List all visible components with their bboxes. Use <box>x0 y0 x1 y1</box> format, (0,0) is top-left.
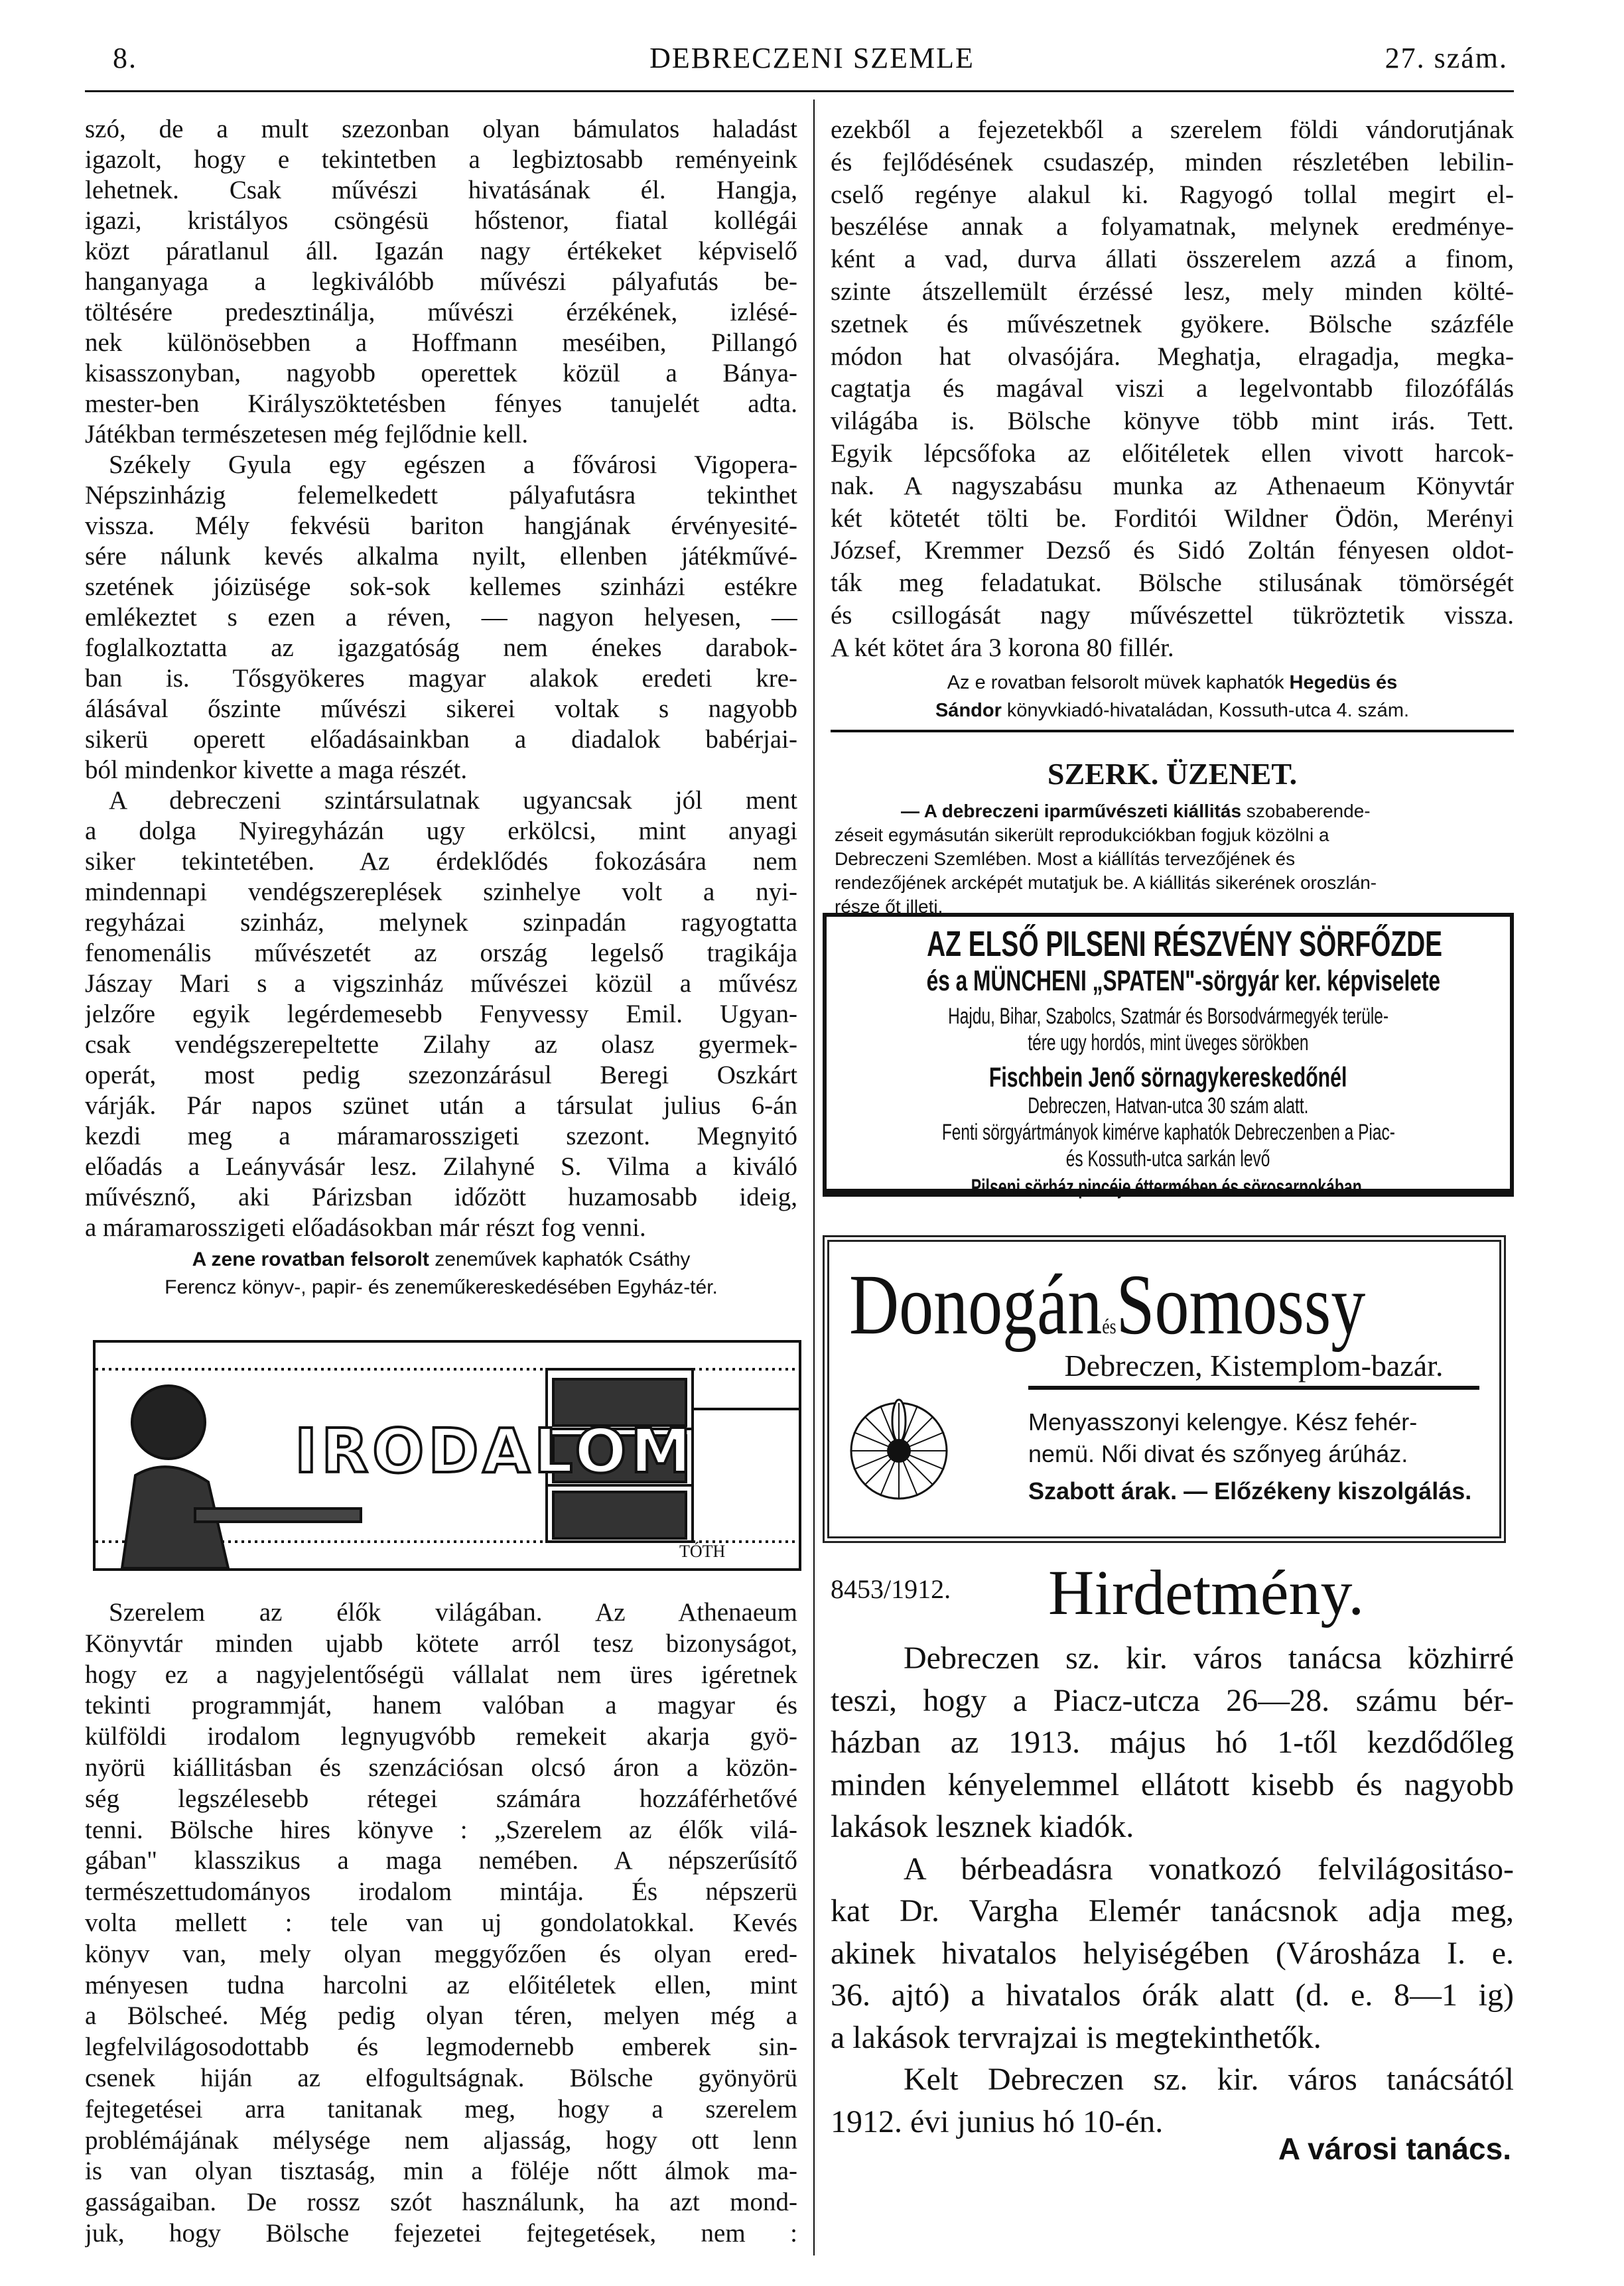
text-line: csak vendégszerepeltette Zilahy az olasz gyermek- <box>85 1030 797 1059</box>
store-location: Debreczen, Kistemplom-bazár. <box>1028 1348 1479 1390</box>
ad-region: Hajdu, Bihar, Szabolcs, Szatmár és Borsodvármegyék terüle- <box>948 1004 1388 1029</box>
szerk-title: SZERK. ÜZENET. <box>1047 757 1298 791</box>
text-line: A két kötet ára 3 korona 80 fillér. <box>831 633 1174 662</box>
note-text: könyvkiadó-hivataládan, Kossuth-utca 4. szám. <box>1001 700 1410 721</box>
banner-title: IRODALOM <box>295 1416 695 1487</box>
article-literature-cont <box>831 114 1514 665</box>
text-line: sikerü operett előadásainkban a diadalok babérjai- <box>85 725 797 754</box>
section-rule <box>831 730 1514 732</box>
text-line: gasságaiban. De rossz szót használunk, ha azt mond- <box>85 2188 797 2217</box>
ad-title: AZ ELSŐ PILSENI RÉSZVÉNY SÖRFŐZDE <box>927 924 1443 964</box>
text-line: szetnek és művészetnek gyökere. Bölsche százféle <box>831 309 1514 338</box>
text-line: nek különösebben a Hoffmann meséiben, Pillangó <box>85 328 797 357</box>
szerk-line: zéseit egymásután sikerült reprodukciókban fogjuk közölni a <box>835 825 1329 845</box>
text-line: a dolga Nyiregyházán ugy erkölcsi, mint anyagi <box>85 817 797 845</box>
ad-info: Fenti sörgyártmányok kimérve kaphatók Debreczenben a Piac- <box>941 1120 1395 1145</box>
ad-region: tére ugy hordós, mint üveges sörökben <box>1028 1030 1309 1055</box>
text-line: könyv van, mely olyan meggyőzően és olyan ered- <box>85 1939 797 1968</box>
store-name-1: Donogán <box>849 1257 1103 1353</box>
text-line: ban is. Tősgyökeres magyar alakok eredeti kre- <box>85 664 797 693</box>
note-text: Az e rovatban felsorolt müvek kaphatók <box>947 672 1290 693</box>
text-line: A bérbeadásra vonatkozó felvilágositáso- <box>904 1851 1514 1887</box>
irodalom-banner <box>93 1340 801 1571</box>
text-line: kisasszonyban, nagyobb operettek közül a Bánya- <box>85 359 797 387</box>
ad-info: és Kossuth-utca sarkán levő <box>1066 1146 1270 1172</box>
text-line: Könyvtár minden ujabb kötete arról tesz bizonyságot, <box>85 1629 797 1658</box>
text-line: foglalkoztatta az igazgatóság nem énekes darabok- <box>85 634 797 662</box>
text-line: lehetnek. Csak művészi hivatásának él. Hangja, <box>85 176 797 204</box>
szerk-line: Debreczeni Szemlében. Most a kiállítás tervezőjének és <box>835 848 1296 869</box>
store-name <box>849 1255 1495 1355</box>
text-line: külföldi irodalom legnyugvóbb remekeit akarja gyö- <box>85 1722 797 1751</box>
text-line: gában" klasszikus a maga nemében. A népszerűsítő <box>85 1846 797 1875</box>
text-line: Kelt Debreczen sz. kir. város tanácsától <box>904 2062 1514 2097</box>
note-bold: Sándor <box>935 700 1002 721</box>
text-line: teszi, hogy a Piacz-utcza 26—28. számu bér- <box>831 1682 1514 1718</box>
music-note <box>85 1246 797 1302</box>
szerk-message <box>835 799 1511 919</box>
text-line: szetének jóizüsége sok-sok kellemes szinházi estékre <box>85 572 797 601</box>
text-line: természettudományos irodalom mintája. És népszerü <box>85 1877 797 1907</box>
notice-title: Hirdetmény. <box>1048 1557 1365 1628</box>
book-note <box>831 669 1514 724</box>
text-line: módon hat olvasójára. Meghatja, elragadja, megka- <box>831 342 1514 371</box>
text-line: igazolt, hogy e tekintetben a legbiztosabb reményeink <box>85 145 797 174</box>
store-advertisement <box>823 1235 1506 1543</box>
text-line: tekinti programmját, hanem valóban a magyar és <box>85 1691 797 1720</box>
text-line: volta mellett : tele van uj gondolatokkal. Kevés <box>85 1908 797 1937</box>
text-line: házban az 1913. május hó 1-től kezdődőleg <box>831 1725 1514 1760</box>
text-line: 36. ajtó) a hivatalos órák alatt (d. e. 8—1 ig) <box>831 1978 1514 2013</box>
chrysanthemum-icon <box>846 1398 952 1504</box>
text-line: cselő regénye alakul ki. Ragyogó tollal megirt el- <box>831 180 1514 209</box>
text-line: nyörü kiállitásban és szenzációsan olcsó áron a közön- <box>85 1753 797 1782</box>
text-line: és fejlődésének csudaszép, minden részletében lebilin- <box>831 147 1514 176</box>
text-line: ták meg feladatukat. Bölsche stilusának tömörségét <box>831 569 1514 598</box>
szerk-line: szobaberende- <box>1241 801 1371 821</box>
text-line: nak. A nagyszabásu munka az Athenaeum Könyvtár <box>831 471 1514 500</box>
notice-signature: A városi tanács. <box>1278 2131 1511 2166</box>
ad-footer: Pilseni sörház pincéje éttermében és sörosarnokában. <box>971 1175 1366 1199</box>
szerk-line: része őt illeti. <box>835 896 943 917</box>
store-desc: nemü. Női divat és szőnyeg árúház. <box>1028 1440 1408 1467</box>
text-line: töltésére predesztinálja, művészi érzékének, izlésé- <box>85 298 797 326</box>
text-line: cagtatja és magával viszi a legelvontabb filozófálás <box>831 374 1514 403</box>
store-description <box>1028 1406 1486 1507</box>
brewery-advertisement <box>823 913 1514 1197</box>
text-line: ményesen tudna harcolni az előitéletek ellen, mint <box>85 1970 797 1999</box>
text-line: mindennapi vendégszereplések szinhelye volt a nyi- <box>85 878 797 906</box>
column-divider <box>813 100 815 2255</box>
text-line: A debreczeni szintársulatnak ugyancsak jól ment <box>109 786 797 815</box>
text-line: igazi, kristályos csöngésü hőstenor, fiatal kollégái <box>85 206 797 235</box>
note-bold: A zene rovatban felsorolt <box>192 1248 429 1270</box>
text-line: ból mindenkor kivette a maga részét. <box>85 756 468 784</box>
text-line: világába is. Bölsche könyve több mint irás. Tett. <box>831 407 1514 436</box>
text-line: Egyik lépcsőfoka az előitéletek ellen vivott harcok- <box>831 438 1514 468</box>
notice-number: 8453/1912. <box>831 1574 951 1604</box>
text-line: hogy ez a nagyjelentőségü vállalat nem üres igéretnek <box>85 1660 797 1689</box>
text-line: szó, de a mult szezonban olyan bámulatos haladást <box>85 115 797 143</box>
text-line: operát, most pedig szezonzárásul Beregi Oszkárt <box>85 1061 797 1089</box>
ad-address: Debreczen, Hatvan-utca 30 szám alatt. <box>1028 1093 1309 1118</box>
text-line: beszélése annak a folyamatnak, melynek eredménye- <box>831 212 1514 241</box>
text-line: Debreczen sz. kir. város tanácsa közhirré <box>904 1641 1514 1676</box>
text-line: Szerelem az élők világában. Az Athenaeum <box>109 1598 797 1627</box>
text-line: problémájának mélysége nem aljasság, hogy ott lenn <box>85 2125 797 2155</box>
text-line: közt páratlanul áll. Igazán nagy értékeket képviselő <box>85 237 797 265</box>
text-line: várják. Pár napos szünet után a társulat julius 6-án <box>85 1091 797 1120</box>
text-line: a lakások tervrajzai is megtekinthetők. <box>831 2019 1321 2055</box>
artist-signature: TÓTH <box>679 1542 726 1561</box>
text-line: Jászay Mari s a vigszinház művészei közül a művész <box>85 969 797 998</box>
text-line: kezdi meg a máramarosszigeti szezont. Megnyitó <box>85 1122 797 1150</box>
text-line: Játékban természetesen még fejlődnie kell. <box>85 420 529 448</box>
szerk-lead: — A debreczeni iparművészeti kiállitás <box>901 801 1242 821</box>
text-line: siker tekintetében. Az érdeklődés fokozására nem <box>85 847 797 876</box>
store-desc: Menyasszonyi kelengye. Kész fehér- <box>1028 1408 1418 1436</box>
text-line: emlékeztet s ezen a réven, — nagyon helyesen, — <box>85 603 797 632</box>
text-line: ség legszélesebb rétegei számára hozzáférhetővé <box>85 1784 797 1813</box>
text-line: előadás a Leányvásár lesz. Zilahyné S. Vilma a kiváló <box>85 1152 797 1181</box>
text-line: legfelvilágosodottabb és legmodernebb emberek sin- <box>85 2033 797 2062</box>
text-line: Népszinházig felemelkedett pályafutásra tekinthet <box>85 481 797 509</box>
store-slogan: Szabott árak. — Előzékeny kiszolgálás. <box>1028 1477 1472 1505</box>
journal-title: DEBRECZENI SZEMLE <box>649 42 975 74</box>
text-line: Székely Gyula egy egészen a fővárosi Vigopera- <box>109 450 797 479</box>
text-line: ezekből a fejezetekből a szerelem földi vándorutjának <box>831 115 1514 144</box>
text-line: szinte átszellemült érzéssé lesz, mely minden költé- <box>831 277 1514 306</box>
text-line: regyházai szinház, melynek szinpadán ragyogtatta <box>85 908 797 937</box>
text-line: a máramarosszigeti előadásokban már részt fog venni. <box>85 1213 646 1242</box>
ad-subtitle: és a MÜNCHENI „SPATEN"-sörgyár ker. képviselete <box>926 965 1441 997</box>
article-theatre <box>85 114 797 1243</box>
text-line: jelzőre egyik legérdemesebb Fenyvessy Emil. Ugyan- <box>85 1000 797 1028</box>
notice-body <box>831 1637 1514 2143</box>
text-line: és csillogását nagy művészettel tükröztetik vissza. <box>831 600 1514 630</box>
text-line: fejtegetései arra tanitanak meg, hogy a szerelem <box>85 2094 797 2123</box>
issue-number: 27. szám. <box>1385 42 1508 74</box>
note-bold: Hegedüs és <box>1289 672 1398 693</box>
text-line: fenomenális művészetét az ország legelső tragikája <box>85 939 797 967</box>
text-line: is van olyan tisztaság, min a föléje nőtt álmok ma- <box>85 2157 797 2186</box>
text-line: lakások lesznek kiadók. <box>831 1809 1134 1844</box>
text-line: csenek hiján az elfogultságnak. Bölsche gyönyörü <box>85 2063 797 2092</box>
text-line: hanganyaga a legkiválóbb művészi pályafutás be- <box>85 267 797 296</box>
text-line: álásával őszinte művészi sikerei voltak s nagyobb <box>85 695 797 723</box>
text-line: minden kényelemmel ellátott kisebb és nagyobb <box>831 1767 1514 1802</box>
text-line: 1912. évi junius hó 10-én. <box>831 2104 1164 2139</box>
note-text: Ferencz könyv-, papir- és zeneműkereskedésében Egyház-tér. <box>165 1276 718 1298</box>
text-line: juk, hogy Bölsche fejezetei fejtegetések, nem : <box>85 2218 797 2248</box>
text-line: kat Dr. Vargha Elemér tanácsnok adja meg, <box>831 1893 1514 1928</box>
text-line: ként a vad, durva állati összerelem azzá a finom, <box>831 245 1514 274</box>
store-name-2: Somossy <box>1116 1257 1366 1353</box>
text-line: sére nálunk kevés alkalma nyilt, ellenben játékművé- <box>85 542 797 571</box>
text-line: akinek hivatalos helyiségében (Városháza I. e. <box>831 1935 1514 1971</box>
article-literature <box>85 1597 797 2250</box>
text-line: mester-ben Királyszöktetésben fényes tanujelét adta. <box>85 389 797 418</box>
note-text: zeneművek kaphatók Csáthy <box>429 1248 691 1270</box>
text-line: két kötetét tölti be. Forditói Wildner Ödön, Merényi <box>831 504 1514 533</box>
szerk-line: rendezőjének arcképét mutatjuk be. A kiállitás sikerének oroszlán- <box>835 872 1377 893</box>
ad-dealer: Fischbein Jenő sörnagykereskedőnél <box>989 1061 1347 1093</box>
text-line: vissza. Mély fekvésü bariton hangjának érvényesité- <box>85 511 797 540</box>
store-and: és <box>1102 1314 1116 1338</box>
text-line: József, Kremmer Dezső és Sidó Zoltán fényesen oldot- <box>831 536 1514 565</box>
text-line: tenni. Bölsche hires könyve : „Szerelem az élők vilá- <box>85 1815 797 1844</box>
text-line: művésznő, aki Párizsban időzött huzamosabb ideig, <box>85 1183 797 1211</box>
text-line: a Bölscheé. Még pedig olyan téren, melyen még a <box>85 2001 797 2031</box>
header-rule <box>85 90 1514 92</box>
page-number: 8. <box>113 42 137 74</box>
